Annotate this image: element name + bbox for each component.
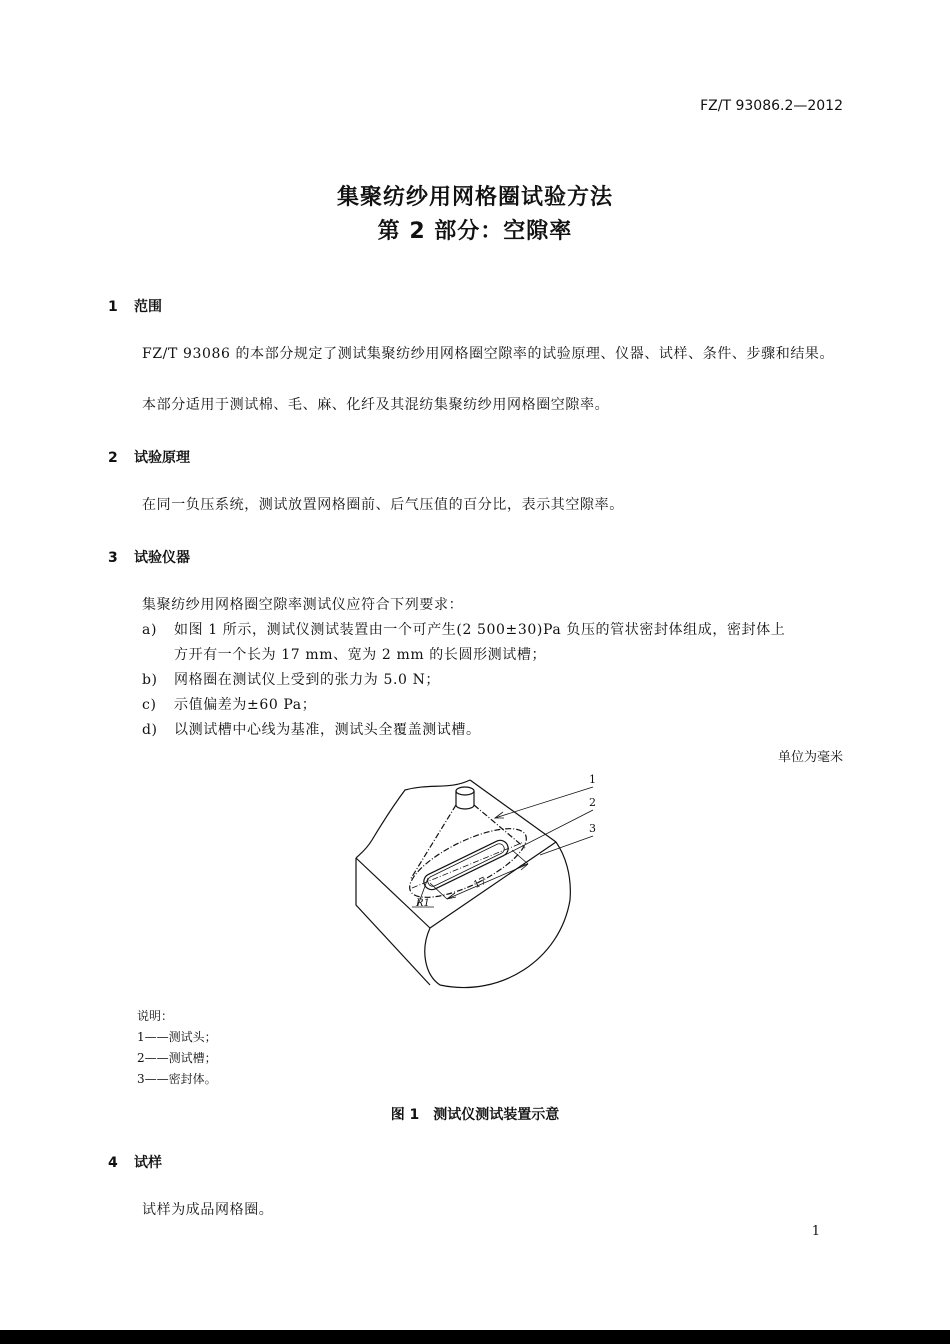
list-item [142,668,844,693]
dimension-line [447,864,528,899]
section-heading-4 [108,1152,162,1172]
unit-note: 单位为毫米 [777,750,843,765]
list-label: d) [142,722,158,738]
list-item [142,718,844,743]
page-number: 1 [811,1224,820,1239]
sealing-body-front-arc [425,842,571,988]
list-item [142,693,844,718]
list-text: 网格圈在测试仪上受到的张力为 5.0 N； [174,672,441,688]
legend-item-2: 2——测试槽； [137,1051,217,1065]
test-head-cap [456,787,474,795]
section-heading-1 [108,296,162,316]
legend-item-3: 3——密封体。 [137,1072,217,1086]
list-text: 如图 1 所示，测试仪测试装置由一个可产生(2 500±30)Pa 负压的管状密封体组成，密封体上 [174,622,786,638]
figure-caption: 图 1 测试仪测试装置示意 [390,1107,560,1123]
standard-code: FZ/T 93086.2—2012 [700,98,843,114]
document-title: 集聚纺纱用网格圈试验方法 [336,185,613,210]
section-title: 试验原理 [134,450,190,466]
callout-leader-2 [505,810,593,855]
sealing-body-top-right-edge [430,842,556,928]
list-text: 示值偏差为±60 Pa； [174,697,317,713]
section-number: 4 [108,1155,118,1171]
dimension-label: 17 [472,875,489,892]
test-device-figure [340,766,620,991]
paragraph: 在同一负压系统，测试放置网格圈前、后气压值的百分比，表示其空隙率。 [142,497,624,513]
section-title: 范围 [134,299,162,315]
list-label: c) [142,697,157,713]
section-heading-2 [108,447,190,467]
callout-label-2: 2 [589,796,596,809]
section-number: 2 [108,450,118,466]
paragraph: 试样为成品网格圈。 [142,1202,274,1218]
callout-leader-3 [540,836,593,855]
paragraph: FZ/T 93086 的本部分规定了测试集聚纺纱用网格圈空隙率的试验原理、仪器、试样、条件、步骤和结果。 [142,346,835,362]
section-title: 试验仪器 [134,550,190,566]
section-number: 1 [108,299,118,315]
paragraph: 本部分适用于测试棉、毛、麻、化纤及其混纺集聚纺纱用网格圈空隙率。 [142,397,610,413]
callout-label-1: 1 [589,773,596,786]
callout-leader-1 [495,787,593,818]
radius-label: R1 [416,898,430,909]
bottom-edge-bar [0,1330,950,1344]
document-subtitle: 第 2 部分：空隙率 [377,219,573,244]
list-item [142,618,844,643]
legend-item-1: 1——测试头； [137,1030,217,1044]
callout-arrow-1 [495,812,504,818]
section-number: 3 [108,550,118,566]
callout-label-3: 3 [589,822,596,835]
test-slot-inner [426,842,506,888]
section-heading-3 [108,547,190,567]
list-label: a) [142,622,158,638]
section-title: 试样 [134,1155,162,1171]
list-text: 以测试槽中心线为基准，测试头全覆盖测试槽。 [174,722,481,738]
sealing-body-break-line [356,780,470,858]
test-head-cone [410,805,525,880]
test-slot [421,838,511,893]
list-label: b) [142,672,158,688]
legend-title: 说明： [137,1009,174,1023]
sealing-body-top-back [470,780,556,842]
list-item-continuation: 方开有一个长为 17 mm、宽为 2 mm 的长圆形测试槽； [174,647,547,663]
paragraph: 集聚纺纱用网格圈空隙率测试仪应符合下列要求： [142,597,464,613]
sealing-body-left-face [356,858,430,985]
